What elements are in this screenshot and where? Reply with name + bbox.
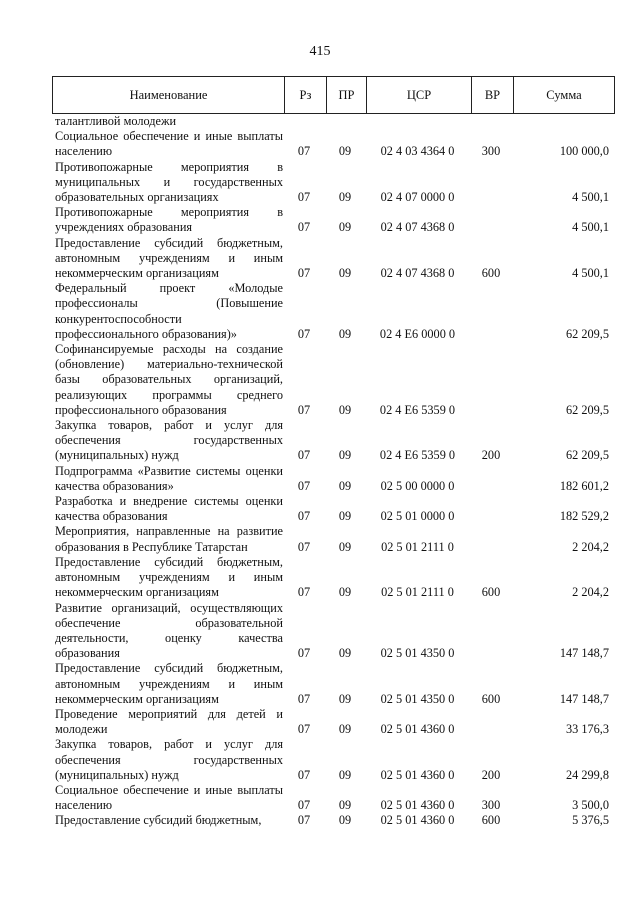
row-rz: 07 [297,691,311,706]
row-csr: 02 5 01 2111 0 [381,585,454,600]
table-row [52,707,615,737]
header-rz: Рз [285,77,327,113]
row-name: Социальное обеспечение и иные выплаты населению [55,782,283,813]
header-sum: Сумма [546,87,582,102]
row-csr: 02 4 07 0000 0 [380,190,455,205]
row-rz: 07 [297,585,311,600]
table-row [52,418,615,464]
row-sum: 182 601,2 [559,478,609,493]
header-csr: ЦСР [367,77,472,113]
row-vr: 300 [481,144,501,159]
row-name: Противопожарные мероприятия в учреждениях образования [55,205,283,235]
row-pr: 09 [338,798,352,813]
row-pr: 09 [338,448,352,463]
row-name: Предоставление субсидий бюджетным, автономным учреждениям и иным некоммерческим организациям [55,235,283,281]
row-csr: 02 4 03 4364 0 [380,144,455,159]
row-rz: 07 [297,448,311,463]
table-row [52,524,615,554]
row-csr: 02 5 01 4350 0 [380,691,455,706]
table-row [52,281,615,342]
row-vr: 600 [481,266,501,281]
row-csr: 02 4 07 4368 0 [380,266,455,281]
table-header [52,76,615,114]
row-sum: 5 376,5 [572,813,609,828]
row-sum: 3 500,0 [572,798,609,813]
row-pr: 09 [338,478,352,493]
row-sum: 24 299,8 [565,767,609,782]
row-name: Закупка товаров, работ и услуг для обеспечения государственных (муниципальных) нужд [55,737,283,782]
row-name: Социальное обеспечение и иные выплаты населению [55,129,283,159]
row-sum: 147 148,7 [559,691,609,706]
row-pr: 09 [338,813,352,828]
row-name: Развитие организаций, осуществляющих обеспечение образовательной деятельности, оценку качества образования [55,600,283,661]
row-vr: 300 [481,798,501,813]
row-rz: 07 [297,266,311,281]
row-csr: 02 4 Е6 5359 0 [379,448,456,463]
row-csr: 02 5 01 4360 0 [380,767,455,782]
row-name: Предоставление субсидий бюджетным, [55,813,262,828]
row-name: Предоставление субсидий бюджетным, автономным учреждениям и иным некоммерческим организациям [55,554,283,600]
row-pr: 09 [338,402,352,417]
row-name: Проведение мероприятий для детей и молодежи [55,706,283,737]
page-number: 415 [309,44,331,59]
row-name: Подпрограмма «Развитие системы оценки качества образования» [55,463,283,493]
header-name: Наименование [53,77,285,113]
table-row [52,601,615,662]
row-csr: 02 4 Е6 0000 0 [379,326,456,341]
row-pr: 09 [338,767,352,782]
row-rz: 07 [297,190,311,205]
row-rz: 07 [297,478,311,493]
row-name: Предоставление субсидий бюджетным, автономным учреждениям и иным некоммерческим организациям [55,661,283,706]
row-csr: 02 5 01 4350 0 [380,646,455,661]
row-pr: 09 [338,266,352,281]
row-sum: 33 176,3 [565,722,609,737]
header-pr: ПР [327,77,367,113]
row-sum: 62 209,5 [565,326,609,341]
row-csr: 02 5 01 4360 0 [380,798,455,813]
row-sum: 2 204,2 [572,539,609,554]
table-row [52,783,615,813]
row-csr: 02 5 01 2111 0 [381,539,454,554]
row-csr: 02 5 01 0000 0 [380,509,455,524]
row-rz: 07 [297,722,311,737]
row-vr: 600 [481,813,501,828]
row-name: Софинансируемые расходы на создание (обновление) материально-технической базы образовательных организаций, реализующих программы среднего профессионального образования [55,342,283,417]
row-pr: 09 [338,509,352,524]
header-vr: ВР [472,77,514,113]
row-pr: 09 [338,326,352,341]
row-pr: 09 [338,144,352,159]
table-row [52,737,615,783]
row-rz: 07 [297,509,311,524]
row-pr: 09 [338,220,352,235]
row-rz: 07 [297,220,311,235]
table-row [52,236,615,282]
row-csr: 02 5 00 0000 0 [380,478,455,493]
table-row [52,129,615,159]
row-csr: 02 5 01 4360 0 [380,813,455,828]
row-vr: 200 [481,767,501,782]
row-csr: 02 5 01 4360 0 [380,722,455,737]
row-sum: 4 500,1 [572,266,609,281]
row-rz: 07 [297,326,311,341]
table-body [52,114,615,829]
table-row [52,555,615,601]
table-row [52,160,615,206]
row-csr: 02 4 07 4368 0 [380,220,455,235]
row-sum: 62 209,5 [565,448,609,463]
row-sum: 62 209,5 [565,402,609,417]
table-row [52,342,615,418]
row-rz: 07 [297,813,311,828]
table-row [52,205,615,235]
row-pr: 09 [338,190,352,205]
table-row [52,494,615,524]
row-name: Федеральный проект «Молодые профессионалы (Повышение конкурентоспособности профессионального образования)» [55,281,283,341]
row-rz: 07 [297,646,311,661]
table-row [52,813,615,828]
row-pr: 09 [338,585,352,600]
row-rz: 07 [297,144,311,159]
row-name: талантливой молодежи [55,114,177,128]
row-rz: 07 [297,798,311,813]
row-rz: 07 [297,767,311,782]
row-sum: 2 204,2 [572,585,609,600]
row-pr: 09 [338,691,352,706]
table-row [52,464,615,494]
row-rz: 07 [297,539,311,554]
table-row [52,114,615,129]
row-sum: 147 148,7 [559,646,609,661]
row-name: Мероприятия, направленные на развитие образования в Республике Татарстан [55,524,283,554]
row-name: Закупка товаров, работ и услуг для обеспечения государственных (муниципальных) нужд [55,418,283,463]
row-sum: 100 000,0 [559,144,609,159]
row-sum: 4 500,1 [572,190,609,205]
row-pr: 09 [338,722,352,737]
row-name: Противопожарные мероприятия в муниципальных и государственных образовательных организациях [55,159,283,205]
row-vr: 200 [481,448,501,463]
table-row [52,661,615,707]
row-pr: 09 [338,646,352,661]
row-sum: 182 529,2 [559,509,609,524]
row-pr: 09 [338,539,352,554]
row-csr: 02 4 Е6 5359 0 [379,402,456,417]
row-sum: 4 500,1 [572,220,609,235]
row-name: Разработка и внедрение системы оценки качества образования [55,494,283,524]
row-vr: 600 [481,585,501,600]
row-vr: 600 [481,691,501,706]
row-rz: 07 [297,402,311,417]
